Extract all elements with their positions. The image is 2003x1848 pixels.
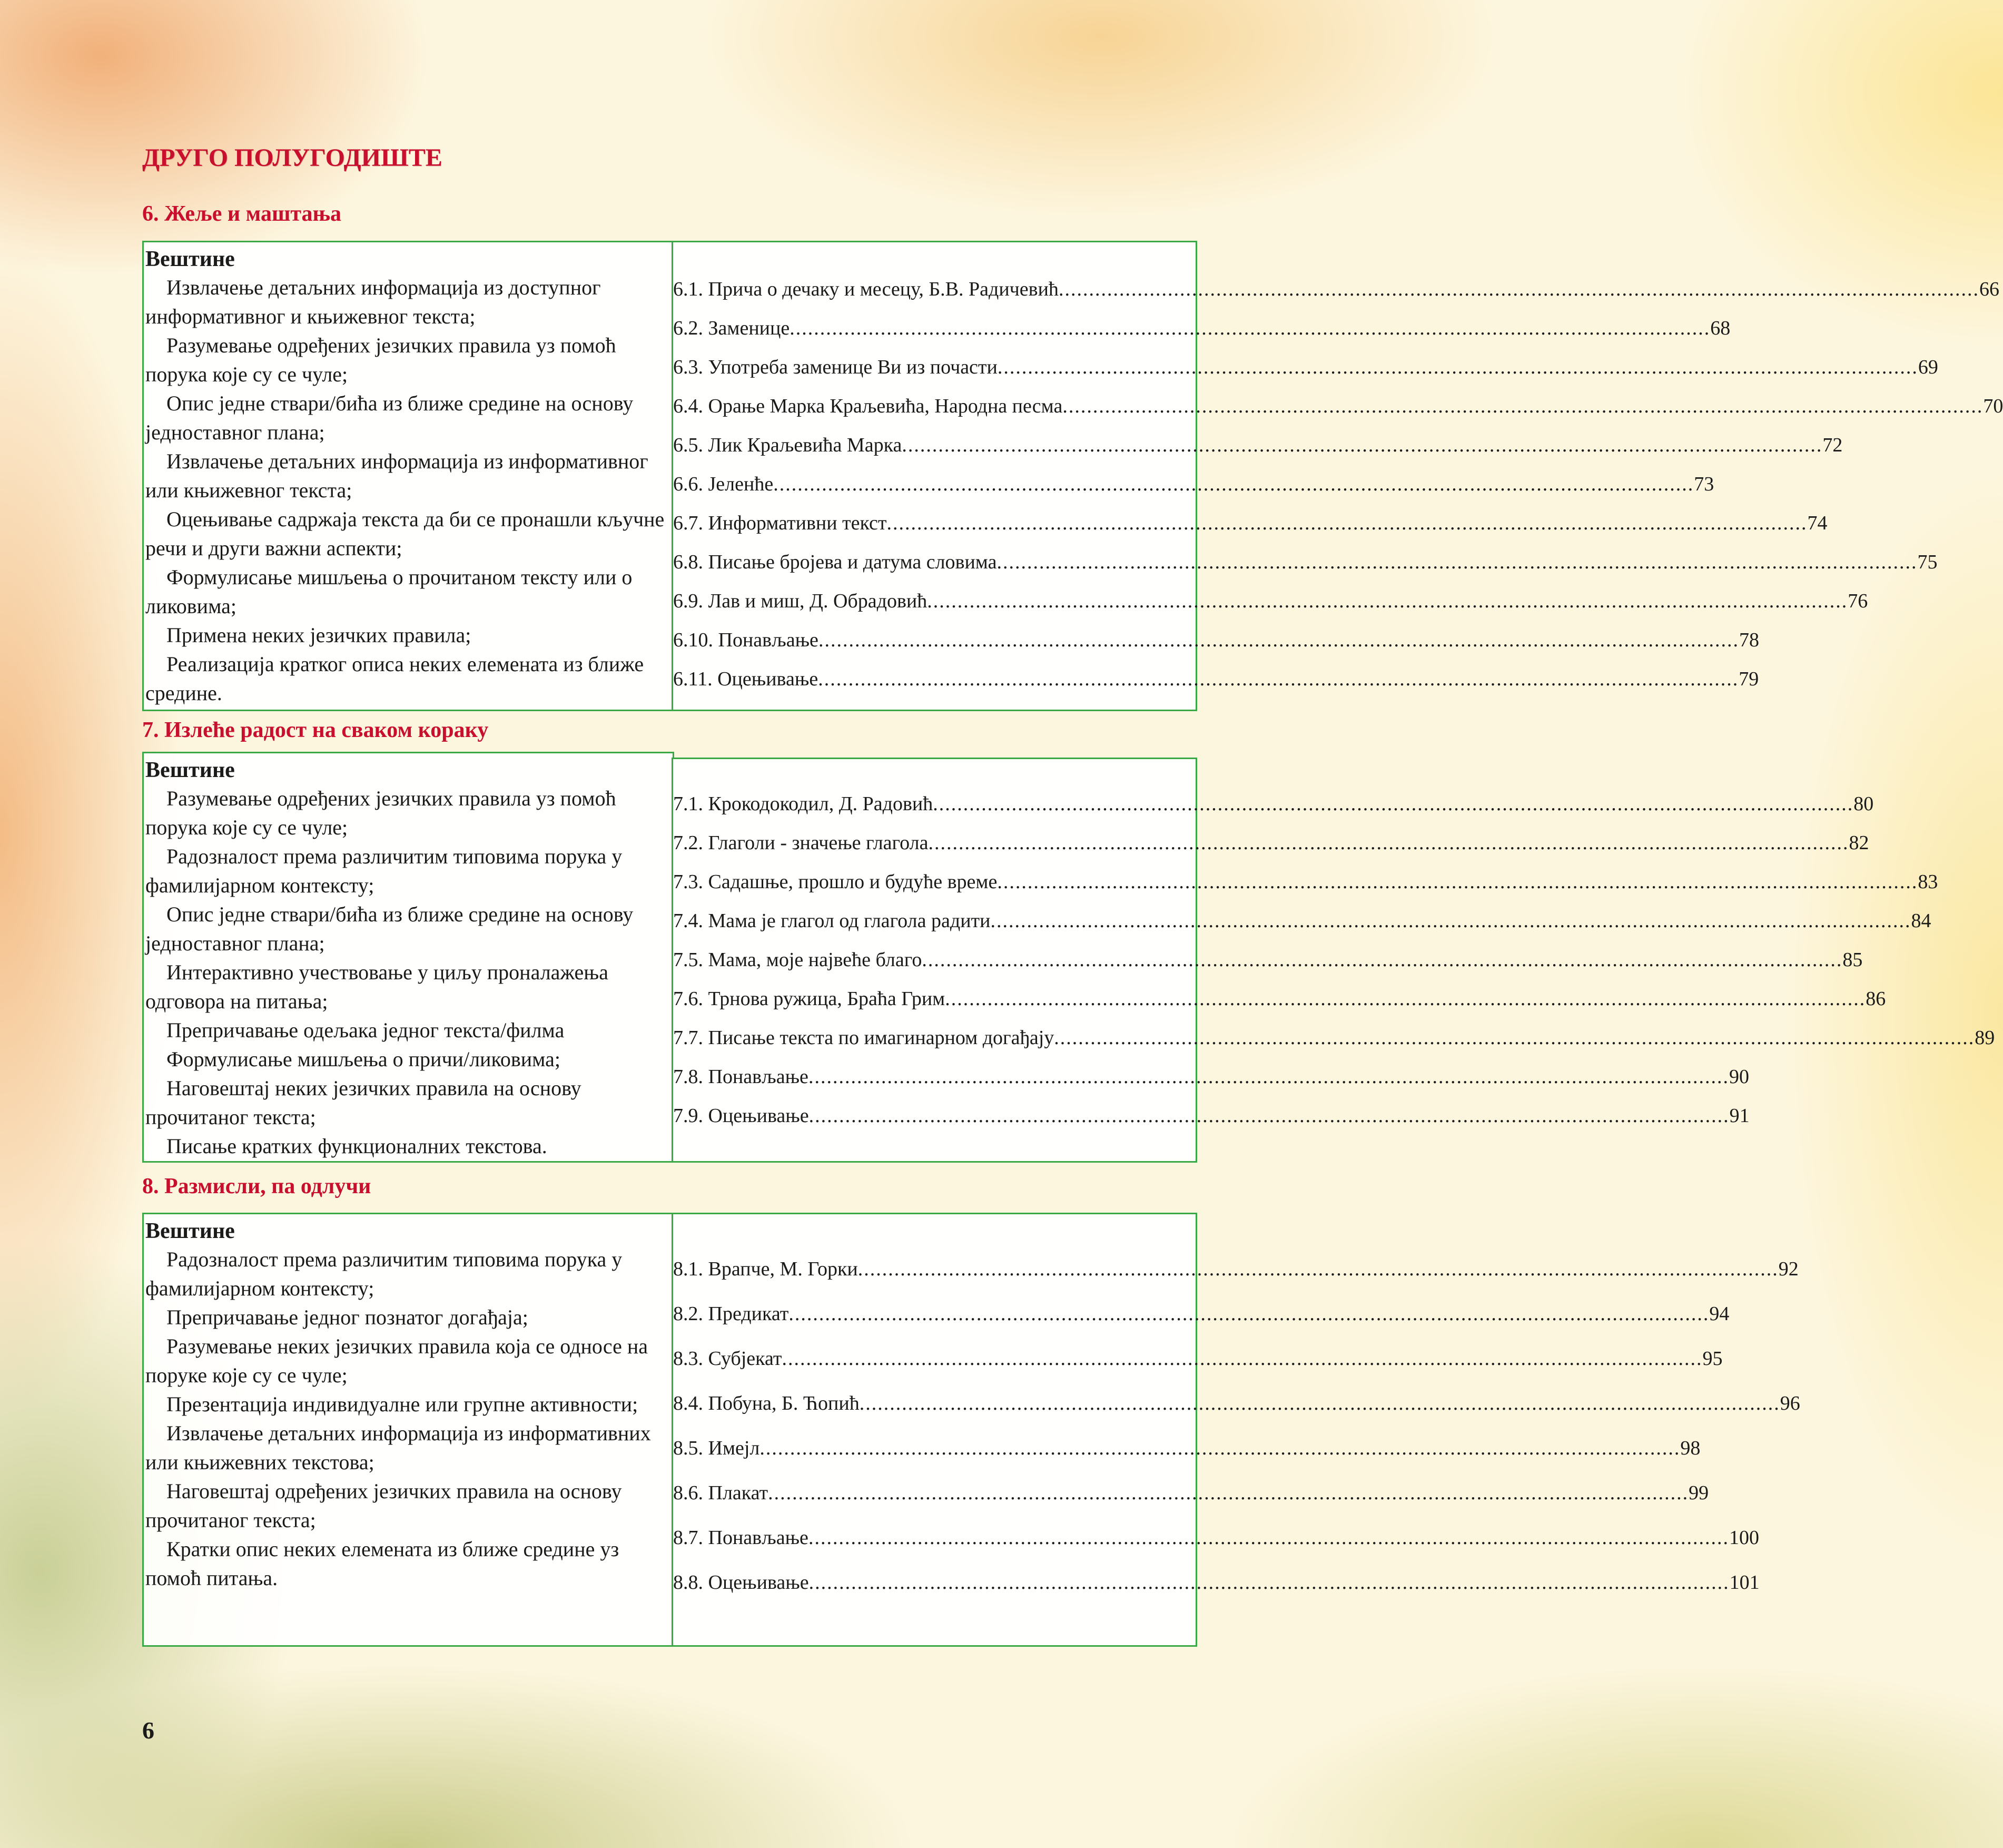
skill-item: Разумевање одређених језичких правила уз помоћ порука које су се чуле; bbox=[145, 333, 616, 386]
toc-list-8 bbox=[673, 1247, 1800, 1605]
toc-page-number: 85 bbox=[1842, 949, 1863, 971]
skill-item: Оцењивање садржаја текста да би се пронашли кључне речи и други важни аспекти; bbox=[145, 507, 665, 560]
toc-leader-dots bbox=[997, 862, 1918, 901]
toc-title: 6.11. Оцењивање bbox=[673, 668, 818, 690]
toc-list-6 bbox=[673, 270, 2003, 699]
toc-item[interactable] bbox=[673, 1336, 1723, 1381]
toc-page-number: 98 bbox=[1680, 1437, 1701, 1459]
toc-title: 7.7. Писање текста по имагинарном догађају bbox=[673, 1027, 1054, 1049]
toc-leader-dots bbox=[782, 1336, 1703, 1381]
toc-item[interactable] bbox=[673, 1426, 1701, 1471]
toc-page-number: 79 bbox=[1739, 668, 1759, 690]
toc-item[interactable] bbox=[673, 940, 1863, 979]
toc-page-number: 83 bbox=[1918, 871, 1938, 893]
toc-page-number: 73 bbox=[1694, 473, 1714, 495]
toc-leader-dots bbox=[991, 901, 1911, 940]
toc-leader-dots bbox=[818, 621, 1739, 660]
toc-title: 8.7. Понављање bbox=[673, 1527, 808, 1549]
toc-page-number: 69 bbox=[1918, 356, 1938, 378]
skill-item: Извлачење детаљних информација из доступног информативног и књижевног текста; bbox=[145, 276, 601, 328]
toc-page-number: 76 bbox=[1848, 590, 1868, 612]
toc-title: 8.2. Предикат bbox=[673, 1303, 789, 1325]
toc-leader-dots bbox=[759, 1426, 1680, 1471]
toc-leader-dots bbox=[818, 660, 1739, 699]
toc-page-number: 95 bbox=[1702, 1348, 1723, 1370]
toc-title: 6.3. Употреба заменице Ви из почасти bbox=[673, 356, 998, 378]
toc-title: 7.1. Крокодокодил, Д. Радовић bbox=[673, 793, 933, 815]
toc-page-number: 94 bbox=[1709, 1303, 1730, 1325]
toc-item[interactable] bbox=[673, 1381, 1800, 1426]
toc-item[interactable] bbox=[673, 1471, 1709, 1516]
toc-item[interactable] bbox=[673, 784, 1874, 823]
toc-title: 8.5. Имејл bbox=[673, 1437, 760, 1459]
toc-page-number: 96 bbox=[1780, 1392, 1800, 1414]
toc-title: 6.1. Прича о дечаку и месецу, Б.В. Радичевић bbox=[673, 278, 1059, 300]
skill-item: Реализација кратког описа неких елемената из ближе средине. bbox=[145, 652, 644, 705]
toc-page-number: 68 bbox=[1710, 317, 1731, 339]
toc-page-number: 72 bbox=[1822, 434, 1843, 456]
toc-list-7 bbox=[673, 784, 1995, 1135]
toc-item[interactable] bbox=[673, 1057, 1749, 1096]
skills-list-8 bbox=[145, 1217, 669, 1593]
toc-item[interactable] bbox=[673, 1516, 1759, 1560]
toc-leader-dots bbox=[902, 426, 1822, 465]
toc-title: 6.9. Лав и миш, Д. Обрадовић bbox=[673, 590, 928, 612]
toc-title: 8.3. Субјекат bbox=[673, 1348, 782, 1370]
skill-item: Препричавање одељака једног текста/филма bbox=[166, 1018, 565, 1042]
skill-item: Разумевање одређених језичких правила уз помоћ порука које су се чуле; bbox=[145, 787, 616, 839]
toc-leader-dots bbox=[887, 504, 1808, 543]
toc-title: 6.10. Понављање bbox=[673, 629, 818, 651]
section-title-6: 6. Жеље и маштања bbox=[142, 202, 342, 226]
toc-item[interactable] bbox=[673, 465, 1714, 504]
skill-item: Интерактивно учествовање у циљу проналажења одговора на питања; bbox=[145, 960, 608, 1013]
toc-page-number: 100 bbox=[1729, 1527, 1759, 1549]
toc-leader-dots bbox=[1054, 1018, 1975, 1057]
toc-leader-dots bbox=[927, 582, 1848, 621]
toc-leader-dots bbox=[860, 1381, 1780, 1426]
toc-leader-dots bbox=[1059, 270, 1979, 309]
toc-title: 7.5. Мама, моје највеће благо bbox=[673, 949, 922, 971]
toc-page-number: 89 bbox=[1975, 1027, 1995, 1049]
skill-item: Кратки опис неких елемената из ближе средине уз помоћ питања. bbox=[145, 1537, 619, 1590]
toc-item[interactable] bbox=[673, 979, 1886, 1018]
skill-item: Разумевање неких језичких правила која се односе на поруке које су се чуле; bbox=[145, 1334, 648, 1387]
toc-title: 8.6. Плакат bbox=[673, 1482, 768, 1504]
toc-title: 6.5. Лик Краљевића Марка bbox=[673, 434, 902, 456]
toc-title: 6.2. Заменице bbox=[673, 317, 790, 339]
page-number: 6 bbox=[142, 1717, 154, 1744]
toc-page-number: 92 bbox=[1778, 1258, 1799, 1280]
toc-page-number: 84 bbox=[1911, 910, 1931, 932]
toc-leader-dots bbox=[933, 784, 1853, 823]
toc-title: 6.4. Орање Марка Краљевића, Народна песма bbox=[673, 395, 1063, 417]
toc-item[interactable] bbox=[673, 1247, 1799, 1292]
toc-page-number: 99 bbox=[1689, 1482, 1709, 1504]
toc-item[interactable] bbox=[673, 309, 1731, 348]
skills-box-7 bbox=[142, 752, 674, 1163]
toc-page-number: 91 bbox=[1729, 1105, 1750, 1127]
toc-leader-dots bbox=[1062, 387, 1983, 426]
toc-item[interactable] bbox=[673, 823, 1869, 862]
skill-item: Наговештај одређених језичких правила на основу прочитаног текста; bbox=[145, 1479, 622, 1532]
skill-item: Примена неких језичких правила; bbox=[166, 623, 471, 647]
toc-title: 8.1. Врапче, М. Горки bbox=[673, 1258, 858, 1280]
toc-page-number: 75 bbox=[1917, 551, 1938, 573]
toc-title: 6.6. Јеленће bbox=[673, 473, 774, 495]
skill-item: Радозналост према различитим типовима порука у фамилијарном контексту; bbox=[145, 844, 623, 897]
toc-leader-dots bbox=[809, 1560, 1730, 1605]
skills-list-7 bbox=[145, 756, 669, 1161]
skill-item: Радозналост према различитим типовима порука у фамилијарном контексту; bbox=[145, 1247, 623, 1300]
toc-leader-dots bbox=[809, 1096, 1730, 1135]
toc-page-number: 82 bbox=[1849, 832, 1869, 854]
toc-page-number: 78 bbox=[1739, 629, 1759, 651]
skill-item: Писање кратких функционалних текстова. bbox=[166, 1134, 547, 1158]
toc-leader-dots bbox=[858, 1247, 1779, 1292]
toc-item[interactable] bbox=[673, 582, 1868, 621]
skills-list-6 bbox=[145, 245, 669, 707]
toc-box-7 bbox=[672, 758, 1995, 1163]
skills-box-6 bbox=[142, 241, 674, 711]
section-title-7: 7. Излеће радост на сваком кораку bbox=[142, 718, 489, 742]
toc-title: 8.4. Побуна, Б. Ћопић bbox=[673, 1392, 860, 1414]
toc-leader-dots bbox=[929, 823, 1849, 862]
toc-leader-dots bbox=[808, 1516, 1729, 1560]
toc-leader-dots bbox=[773, 465, 1694, 504]
skill-item: Опис једне ствари/бића из ближе средине на основу једноставног плана; bbox=[145, 391, 634, 444]
toc-leader-dots bbox=[945, 979, 1866, 1018]
toc-leader-dots bbox=[808, 1057, 1729, 1096]
toc-title: 6.7. Информативни текст bbox=[673, 512, 887, 534]
toc-item[interactable] bbox=[673, 426, 1843, 465]
toc-page-number: 66 bbox=[1979, 278, 1999, 300]
toc-item[interactable] bbox=[673, 348, 1938, 387]
toc-leader-dots bbox=[996, 543, 1917, 582]
toc-leader-dots bbox=[768, 1471, 1689, 1516]
toc-title: 6.8. Писање бројева и датума словима bbox=[673, 551, 997, 573]
toc-item[interactable] bbox=[673, 621, 1759, 660]
toc-title: 7.8. Понављање bbox=[673, 1066, 808, 1088]
toc-title: 7.9. Оцењивање bbox=[673, 1105, 809, 1127]
toc-item[interactable] bbox=[673, 862, 1938, 901]
skills-heading: Вештине bbox=[145, 758, 235, 782]
toc-box-6 bbox=[672, 241, 2003, 711]
toc-item[interactable] bbox=[673, 901, 1931, 940]
toc-item[interactable] bbox=[673, 1096, 1750, 1135]
toc-item[interactable] bbox=[673, 543, 1938, 582]
toc-leader-dots bbox=[998, 348, 1918, 387]
skills-box-8 bbox=[142, 1213, 674, 1647]
toc-item[interactable] bbox=[673, 270, 1999, 309]
toc-page-number: 74 bbox=[1807, 512, 1828, 534]
toc-item[interactable] bbox=[673, 504, 1828, 543]
toc-leader-dots bbox=[790, 309, 1710, 348]
skills-heading: Вештине bbox=[145, 247, 235, 271]
section-title-8: 8. Размисли, па одлучи bbox=[142, 1174, 371, 1198]
skill-item: Извлачење детаљних информација из информативних или књижевних текстова; bbox=[145, 1421, 651, 1474]
toc-title: 8.8. Оцењивање bbox=[673, 1571, 809, 1594]
toc-page-number: 86 bbox=[1866, 988, 1886, 1010]
toc-leader-dots bbox=[788, 1292, 1709, 1336]
toc-leader-dots bbox=[922, 940, 1842, 979]
toc-item[interactable] bbox=[673, 1292, 1730, 1336]
toc-title: 7.2. Глаголи - значење глагола bbox=[673, 832, 929, 854]
skill-item: Презентација индивидуалне или групне активности; bbox=[166, 1392, 638, 1416]
toc-item[interactable] bbox=[673, 1018, 1995, 1057]
skill-item: Формулисање мишљења о причи/ликовима; bbox=[166, 1047, 561, 1071]
toc-box-8 bbox=[672, 1213, 1800, 1647]
skill-item: Извлачење детаљних информација из информативног или књижевног текста; bbox=[145, 449, 648, 502]
skill-item: Формулисање мишљења о прочитаном тексту или о ликовима; bbox=[145, 565, 633, 618]
toc-item[interactable] bbox=[673, 660, 1759, 699]
toc-title: 7.3. Садашње, прошло и будуће време bbox=[673, 871, 998, 893]
toc-page-number: 90 bbox=[1729, 1066, 1749, 1088]
toc-title: 7.4. Мама је глагол од глагола радити bbox=[673, 910, 991, 932]
skill-item: Препричавање једног познатог догађаја; bbox=[166, 1305, 528, 1329]
toc-page-number: 101 bbox=[1729, 1571, 1760, 1594]
toc-item[interactable] bbox=[673, 387, 2003, 426]
skill-item: Наговештај неких језичких правила на основу прочитаног текста; bbox=[145, 1076, 581, 1129]
toc-page-number: 70 bbox=[1983, 395, 2003, 417]
page-title: ДРУГО ПОЛУГОДИШТЕ bbox=[142, 144, 442, 172]
skills-heading: Вештине bbox=[145, 1219, 235, 1243]
toc-item[interactable] bbox=[673, 1560, 1760, 1605]
toc-page-number: 80 bbox=[1853, 793, 1874, 815]
skill-item: Опис једне ствари/бића из ближе средине на основу једноставног плана; bbox=[145, 902, 634, 955]
toc-title: 7.6. Трнова ружица, Браћа Грим bbox=[673, 988, 945, 1010]
